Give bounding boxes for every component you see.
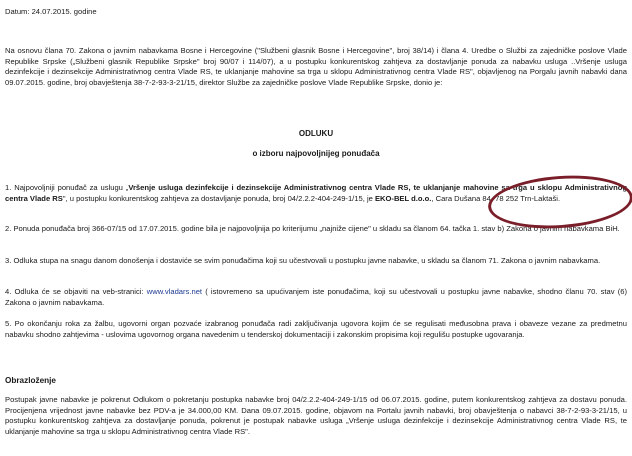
website-link[interactable]: www.vladars.net [146, 287, 203, 296]
winner-company: EKO-BEL d.o.o. [374, 193, 432, 203]
item-1-text-a: 1. Najpovoljniji ponuđač za uslugu „ [5, 183, 129, 192]
decision-item-3: 3. Odluka stupa na snagu danom donošenja i dostaviće se svim ponuđačima koji su učestvovali u postupku javne nabavke, u skladu sa članom 71. Zakona o javnim nabavkama. [5, 256, 601, 265]
item-4-text-b: ( istovremeno sa upućivanjem iste ponuđačima, koji su učestvovali u postupku javne nabavke, shodno članu 70. stav (6) Zakona o javnim nabavkama. [5, 287, 627, 307]
intro-paragraph: Na osnovu člana 70. Zakona o javnim nabavkama Bosne i Hercegovine ("Službeni glasnik Bosne i Hercegovine", broj 38/14) i člana 4. Uredbe o Službi za zajedničke poslove Vlade Republike Srpske („Službeni glasnik Republike Srpske" broj 90/07 i 114/07), a u postupku konkurentskog zahtjeva za dostavljanje ponuda za nabavku usluga ..Vršenje usluga dezinfekcije i dezinsekcije Administrativnog centra Vlade RS, te uklanjanje mahovine sa trga u sklopu Administrativnog centra Vlade RS", objavljenog na Porgalu javnih nabavki dana 09.07.2015. godine, broj obavještenja 38-7-2-93-3-21/15, direktor Službe za zajedničke poslove Vlade Republike Srpske, donio je: [5, 46, 627, 87]
item-4-text-a: 4. Odluka će se objaviti na veb-stranici: [5, 287, 147, 296]
decision-item-4 [5, 287, 627, 308]
service-name: Vršenje usluga dezinfekcije i dezinsekcije Administrativnog centra Vlade RS, te uklanjanje mahovine sa trga u sklopu Administrativnog centra Vlade RS [5, 183, 628, 203]
explanation-paragraph: Postupak javne nabavke je pokrenut Odlukom o pokretanju postupka nabavke broj 04/2.2.2-404-249-1/15 od 06.07.2015. godine, putem konkurentskog zahtjeva za dostavu ponuda. Procijenjena vrijednost javne nabavke bez PDV-a je 34.000,00 KM. Dana 09.07.2015. godine, objavom na Portalu javnih nabavki, broj obavještenja o nabavci 38-7-2-93-3-21/15, u postupku konkurentskog zahtjeva za dostavljanje ponuda, pokrenut je postupak nabavke usluga „Vršenje usluga dezinfekcije i dezinsekcije Administrativnog centra Vlade RS, te uklanjanje mahovine sa trga u sklopu Administrativnog centra Vlade RS". [5, 395, 627, 436]
document-date: Datum: 24.07.2015. godine [5, 7, 97, 16]
item-1-text-e: , Cara Dušana 84, 78 252 Trn-Laktaši. [431, 193, 561, 203]
decision-item-2: 2. Ponuda ponuđača broj 366-07/15 od 17.07.2015. godine bila je najpovoljnija po kriterijumu „najniže cijene" u skladu sa članom 64. tačka 1. stav b) Zakona o javnim nabavkama BiH. [5, 224, 620, 233]
explanation-heading: Obrazloženje [5, 376, 56, 385]
decision-item-5: 5. Po okončanju roka za žalbu, ugovorni organ pozvaće izabranog ponuđača radi zaključivanja ugovora kojim će se regulisati međusobna prava i obaveze vezane za predmetnu nabavku shodno zahtjevima - uslovima ugovornog organa navedenim u tenderskoj dokumentaciji i zakonskim propisima koji regulišu postupke ugovaranja. [5, 319, 627, 339]
decision-title: ODLUKU [298, 129, 334, 138]
item-1-text-c: ", u postupku konkurentskog zahtjeva za dostavljanje ponuda, broj 04/2.2.2-404-249-1/15, je [62, 193, 375, 203]
decision-subtitle: o izboru najpovoljnijeg ponuđača [252, 149, 380, 158]
